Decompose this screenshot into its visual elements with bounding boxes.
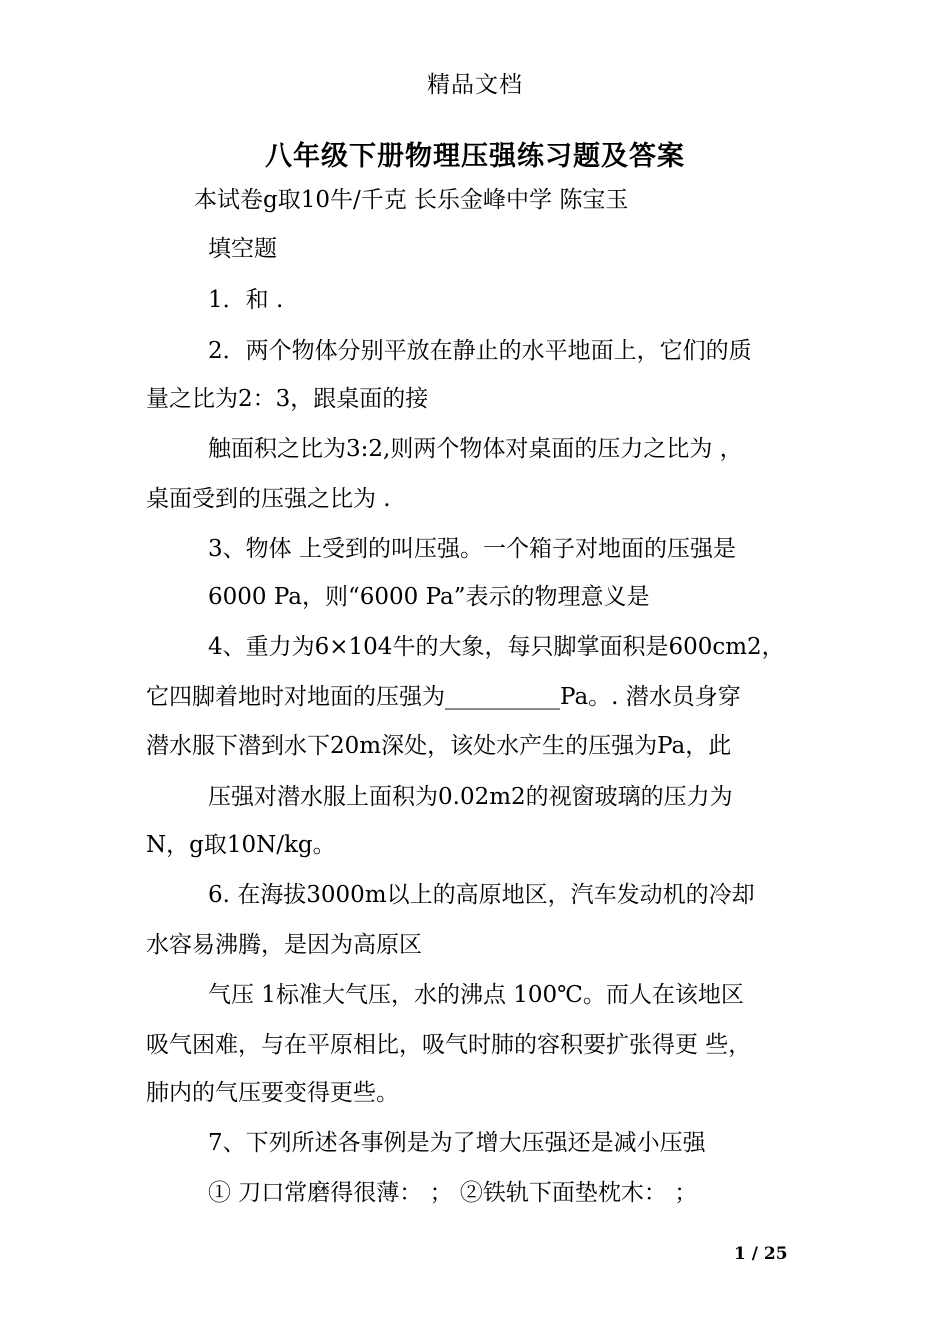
line-q6-part5: 肺内的气压要变得更些。	[146, 1080, 399, 1106]
line-q5-part3: N，g取10N/kg。	[146, 832, 336, 858]
page-header: 精品文档	[427, 72, 523, 98]
line-section-heading: 填空题	[208, 236, 277, 262]
line-q2-part4: 桌面受到的压强之比为 .	[146, 486, 391, 512]
line-q2-part3: 触面积之比为3:2,则两个物体对桌面的压力之比为 ，	[208, 436, 743, 462]
line-q4-part2: 它四脚着地时对地面的压强为__________Pa。. 潜水员身穿	[146, 684, 741, 710]
line-exam-note: 本试卷g取10牛/千克 长乐金峰中学 陈宝玉	[194, 187, 629, 213]
line-q6-part4: 吸气困难，与在平原相比，吸气时肺的容积要扩张得更 些，	[146, 1032, 752, 1058]
line-q2-part1: 2．两个物体分别平放在静止的水平地面上，它们的质	[208, 338, 752, 364]
line-q1: 1．和 .	[208, 287, 284, 313]
line-q3-part2: 6000 Pa，则“6000 Pa”表示的物理意义是	[208, 584, 650, 610]
line-q6-part2: 水容易沸腾，是因为高原区	[146, 932, 422, 958]
line-q6-part3: 气压 1标准大气压，水的沸点 100℃。而人在该地区	[208, 982, 744, 1008]
line-q5-part1: 潜水服下潜到水下20m深处，该处水产生的压强为Pa，此	[146, 733, 732, 759]
line-q7-part1: 7、下列所述各事例是为了增大压强还是减小压强	[208, 1130, 706, 1156]
document-title: 八年级下册物理压强练习题及答案	[265, 141, 685, 172]
page-number: 1 / 25	[734, 1244, 788, 1264]
line-q7-part2: ① 刀口常磨得很薄： ； ②铁轨下面垫枕木： ；	[208, 1180, 698, 1206]
line-q2-part2: 量之比为2：3，跟桌面的接	[146, 386, 429, 412]
line-q5-part2: 压强对潜水服上面积为0.02m2的视窗玻璃的压力为	[208, 784, 733, 810]
line-q4-part1: 4、重力为6×104牛的大象，每只脚掌面积是600cm2，	[208, 634, 785, 660]
line-q3-part1: 3、物体 上受到的叫压强。一个箱子对地面的压强是	[208, 536, 736, 562]
line-q6-part1: 6. 在海拔3000m以上的高原地区，汽车发动机的冷却	[208, 882, 755, 908]
